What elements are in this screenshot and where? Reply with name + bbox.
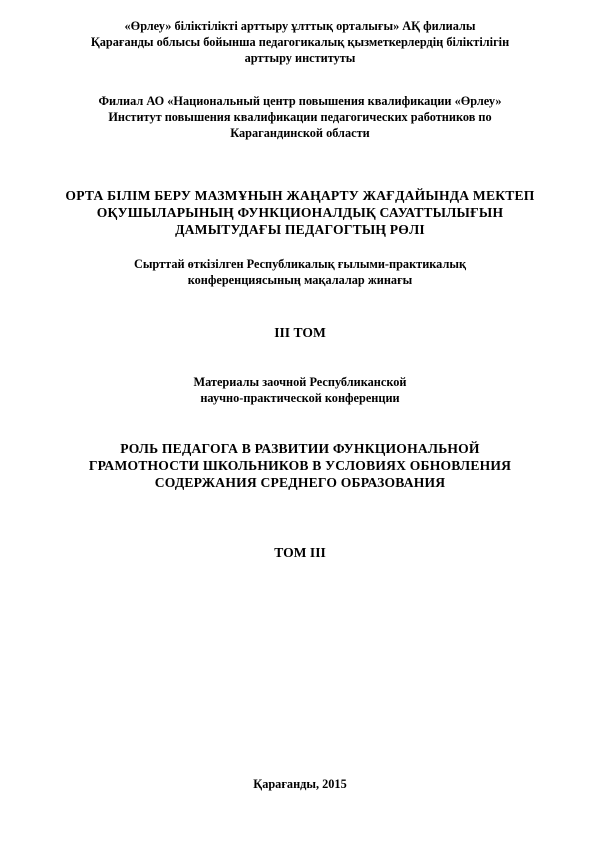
title-ru-line: СОДЕРЖАНИЯ СРЕДНЕГО ОБРАЗОВАНИЯ <box>154 475 446 490</box>
footer-text: Қарағанды, 2015 <box>253 777 347 791</box>
volume-kz <box>40 324 560 341</box>
subtitle-kz-line: Сырттай өткізілген Республикалық ғылыми-практикалық <box>133 257 467 271</box>
subtitle-ru-line: научно-практической конференции <box>200 391 400 405</box>
title-kz-line: ОРТА БІЛІМ БЕРУ МАЗМҰНЫН ЖАҢАРТУ ЖАҒДАЙЫНДА МЕКТЕП <box>65 188 535 203</box>
subtitle-kz <box>40 256 560 288</box>
header-ru-line: Филиал АО «Национальный центр повышения квалификации «Өрлеу» <box>98 94 502 108</box>
title-ru-line: ГРАМОТНОСТИ ШКОЛЬНИКОВ В УСЛОВИЯХ ОБНОВЛЕНИЯ <box>88 458 512 473</box>
header-kz <box>40 18 560 66</box>
header-ru <box>40 93 560 141</box>
subtitle-kz-line: конференциясының мақалалар жинағы <box>187 273 413 287</box>
title-kz-line: ОҚУШЫЛАРЫНЫҢ ФУНКЦИОНАЛДЫҚ САУАТТЫЛЫҒЫН <box>96 205 504 220</box>
volume-kz-label: III ТОМ <box>274 325 326 340</box>
header-ru-line: Институт повышения квалификации педагогических работников по <box>108 110 492 124</box>
title-kz <box>40 187 560 238</box>
footer-place-year <box>40 776 560 792</box>
header-ru-line: Карагандинской области <box>230 126 370 140</box>
volume-ru-label: ТОМ III <box>274 545 326 560</box>
title-ru <box>40 440 560 491</box>
header-kz-line: арттыру институты <box>244 51 356 65</box>
header-kz-line: «Өрлеу» біліктілікті арттыру ұлттық орталығы» АҚ филиалы <box>124 19 476 33</box>
subtitle-ru-line: Материалы заочной Республиканской <box>193 375 407 389</box>
header-kz-line: Қарағанды облысы бойынша педагогикалық қызметкерлердің біліктілігін <box>90 35 510 49</box>
title-kz-line: ДАМЫТУДАҒЫ ПЕДАГОГТЫҢ РӨЛІ <box>175 222 425 237</box>
title-ru-line: РОЛЬ ПЕДАГОГА В РАЗВИТИИ ФУНКЦИОНАЛЬНОЙ <box>120 441 480 456</box>
subtitle-ru <box>40 374 560 406</box>
volume-ru <box>40 544 560 561</box>
